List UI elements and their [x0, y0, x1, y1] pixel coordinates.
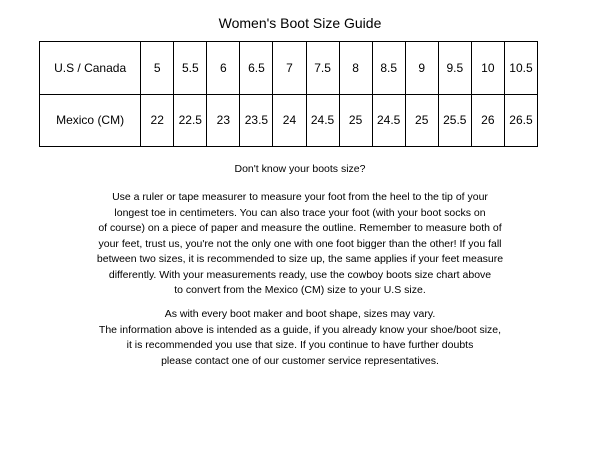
- table-cell: 7: [273, 42, 306, 95]
- table-cell: 10: [471, 42, 504, 95]
- table-cell: 10.5: [504, 42, 537, 95]
- row-header: U.S / Canada: [40, 42, 141, 95]
- table-cell: 24.5: [372, 94, 405, 147]
- table-cell: 5: [141, 42, 174, 95]
- table-cell: 7.5: [306, 42, 339, 95]
- disclaimer-line: it is recommended you use that size. If you continue to have further doubts: [126, 339, 474, 351]
- table-cell: 6.5: [240, 42, 273, 95]
- instruction-line: between two sizes, it is recommended to size up, the same applies if your feet measure: [96, 253, 504, 265]
- table-cell: 22.5: [174, 94, 207, 147]
- instruction-line: longest toe in centimeters. You can also trace your foot (with your boot socks on: [114, 206, 486, 219]
- size-chart-table: [39, 41, 538, 147]
- table-cell: 9: [405, 42, 438, 95]
- instruction-line: Use a ruler or tape measurer to measure your foot from the heel to the tip of your: [112, 191, 488, 203]
- measuring-instructions: [0, 190, 600, 299]
- table-cell: 24: [273, 94, 306, 147]
- instruction-line: to convert from the Mexico (CM) size to your U.S size.: [174, 284, 426, 296]
- question-text: Don't know your boots size?: [234, 163, 366, 175]
- table-cell: 23: [207, 94, 240, 147]
- table-cell: 8: [339, 42, 372, 95]
- table-cell: 25: [339, 94, 372, 147]
- disclaimer-line: As with every boot maker and boot shape, sizes may vary.: [164, 308, 436, 320]
- table-row-us-canada: [40, 42, 538, 95]
- table-cell: 6: [207, 42, 240, 95]
- table-cell: 5.5: [174, 42, 207, 95]
- table-cell: 25: [405, 94, 438, 147]
- table-cell: 26: [471, 94, 504, 147]
- instruction-line: differently. With your measurements ready, use the cowboy boots size chart above: [108, 268, 492, 281]
- table-cell: 23.5: [240, 94, 273, 147]
- size-question: [0, 162, 600, 178]
- table-cell: 22: [141, 94, 174, 147]
- disclaimer-line: please contact one of our customer service representatives.: [161, 354, 439, 367]
- disclaimer: [0, 307, 600, 369]
- table-row-mexico: [40, 94, 538, 147]
- table-cell: 24.5: [306, 94, 339, 147]
- table-cell: 9.5: [438, 42, 471, 95]
- page-title: Women's Boot Size Guide: [218, 15, 382, 31]
- table-cell: 26.5: [504, 94, 537, 147]
- instruction-line: your feet, trust us, you're not the only one with one foot bigger than the other! If you fall: [98, 237, 502, 250]
- table-cell: 8.5: [372, 42, 405, 95]
- disclaimer-line: The information above is intended as a guide, if you already know your shoe/boot size,: [98, 323, 502, 336]
- instruction-line: of course) on a piece of paper and measure the outline. Remember to measure both of: [98, 222, 502, 234]
- table-cell: 25.5: [438, 94, 471, 147]
- row-header: Mexico (CM): [40, 94, 141, 147]
